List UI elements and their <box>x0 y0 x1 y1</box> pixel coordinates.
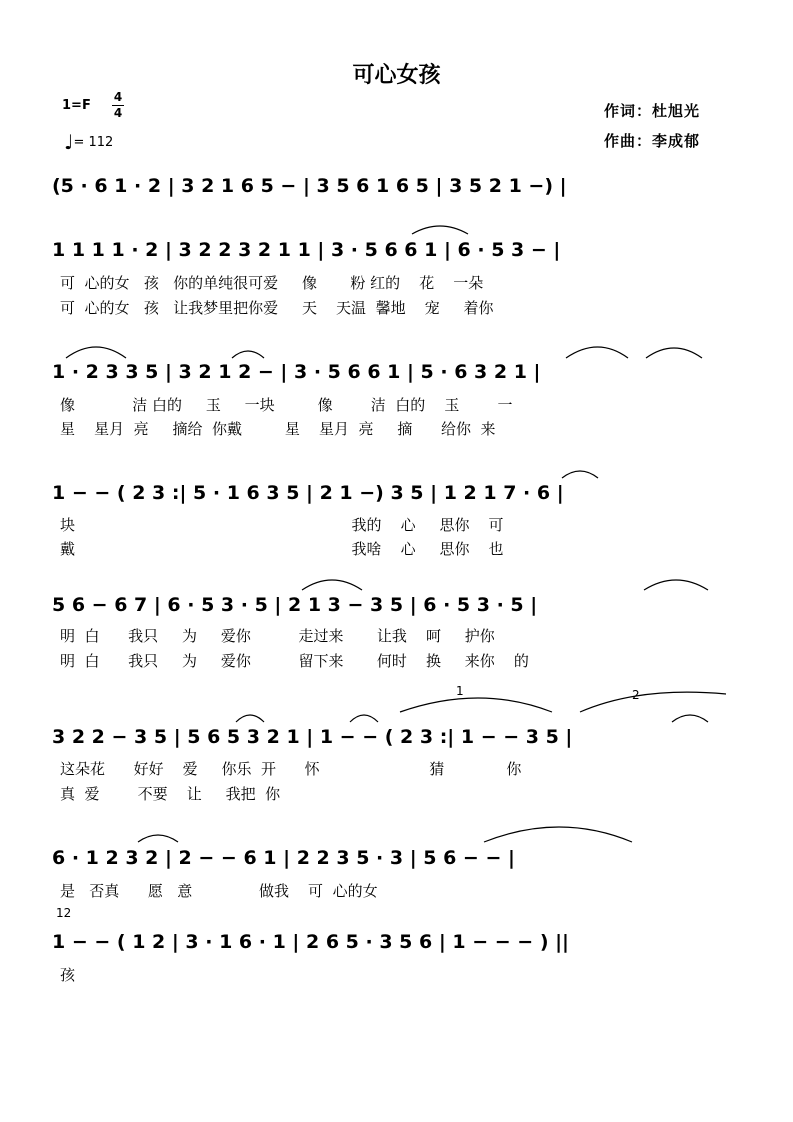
lyric-line-4a: 块 我的 心 思你 可 <box>60 516 504 534</box>
lyric-line-6a: 这朵花 好好 爱 你乐 开 怀 猜 你 <box>60 760 522 778</box>
repeat-mark-label: 12 <box>56 906 72 920</box>
lyric-line-3a: 像 洁 白的 玉 一块 像 洁 白的 玉 一 <box>60 396 513 414</box>
quarter-note-icon: ♩ <box>64 130 74 154</box>
staff-line-1: (5 · 6 1 · 2 | 3 2 1 6 5 − | 3 5 6 1 6 5 | 3 5 2 1 −) | <box>52 175 567 197</box>
lyricist-credit: 作词：杜旭光 <box>604 102 701 120</box>
lyric-line-7a: 是 否真 愿 意 做我 可 心的女 <box>60 882 378 900</box>
staff-line-6: 3 2 2 − 3 5 | 5 6 5 3 2 1 | 1 − − ( 2 3 :| 1 − − 3 5 | <box>52 726 573 748</box>
page-title: 可心女孩 <box>352 63 441 88</box>
time-signature-top: 4 <box>113 90 123 104</box>
lyric-line-2b: 可 心的女 孩 让我梦里把你爱 天 天温 馨地 宠 着你 <box>60 299 494 317</box>
staff-line-7: 6 · 1 2 3 2 | 2 − − 6 1 | 2 2 3 5 · 3 | 5 6 − − | <box>52 847 515 869</box>
lyric-line-8a: 孩 <box>60 966 76 984</box>
staff-line-8: 1 − − ( 1 2 | 3 · 1 6 · 1 | 2 6 5 · 3 5 6 | 1 − − − ) || <box>52 931 569 953</box>
key-signature: 1=F <box>62 98 91 113</box>
lyric-line-3b: 星 星月 亮 摘给 你戴 星 星月 亮 摘 给你 来 <box>60 420 496 438</box>
staff-line-3: 1 · 2 3 3 5 | 3 2 1 2 − | 3 · 5 6 6 1 | 5 · 6 3 2 1 | <box>52 361 541 383</box>
lyric-line-5b: 明 白 我只 为 爱你 留下来 何时 换 来你 的 <box>60 652 529 670</box>
lyric-line-6b: 真 爱 不要 让 我把 你 <box>60 785 281 803</box>
lyric-line-2a: 可 心的女 孩 你的单纯很可爱 像 粉 红的 花 一朵 <box>60 274 484 292</box>
volta-1-label: 1 <box>456 684 464 698</box>
time-signature-bottom: 4 <box>113 106 123 120</box>
composer-credit: 作曲：李成郁 <box>604 132 701 150</box>
tempo-value: = 112 <box>73 135 114 150</box>
staff-line-5: 5 6 − 6 7 | 6 · 5 3 · 5 | 2 1 3 − 3 5 | 6 · 5 3 · 5 | <box>52 594 538 616</box>
lyric-line-5a: 明 白 我只 为 爱你 走过来 让我 呵 护你 <box>60 627 495 645</box>
volta-2-label: 2 <box>632 688 640 702</box>
staff-line-2: 1 1 1 1 · 2 | 3 2 2 3 2 1 1 | 3 · 5 6 6 1 | 6 · 5 3 − | <box>52 239 561 261</box>
lyric-line-4b: 戴 我啥 心 思你 也 <box>60 540 504 558</box>
staff-line-4: 1 − − ( 2 3 :| 5 · 1 6 3 5 | 2 1 −) 3 5 | 1 2 1 7 · 6 | <box>52 482 564 504</box>
